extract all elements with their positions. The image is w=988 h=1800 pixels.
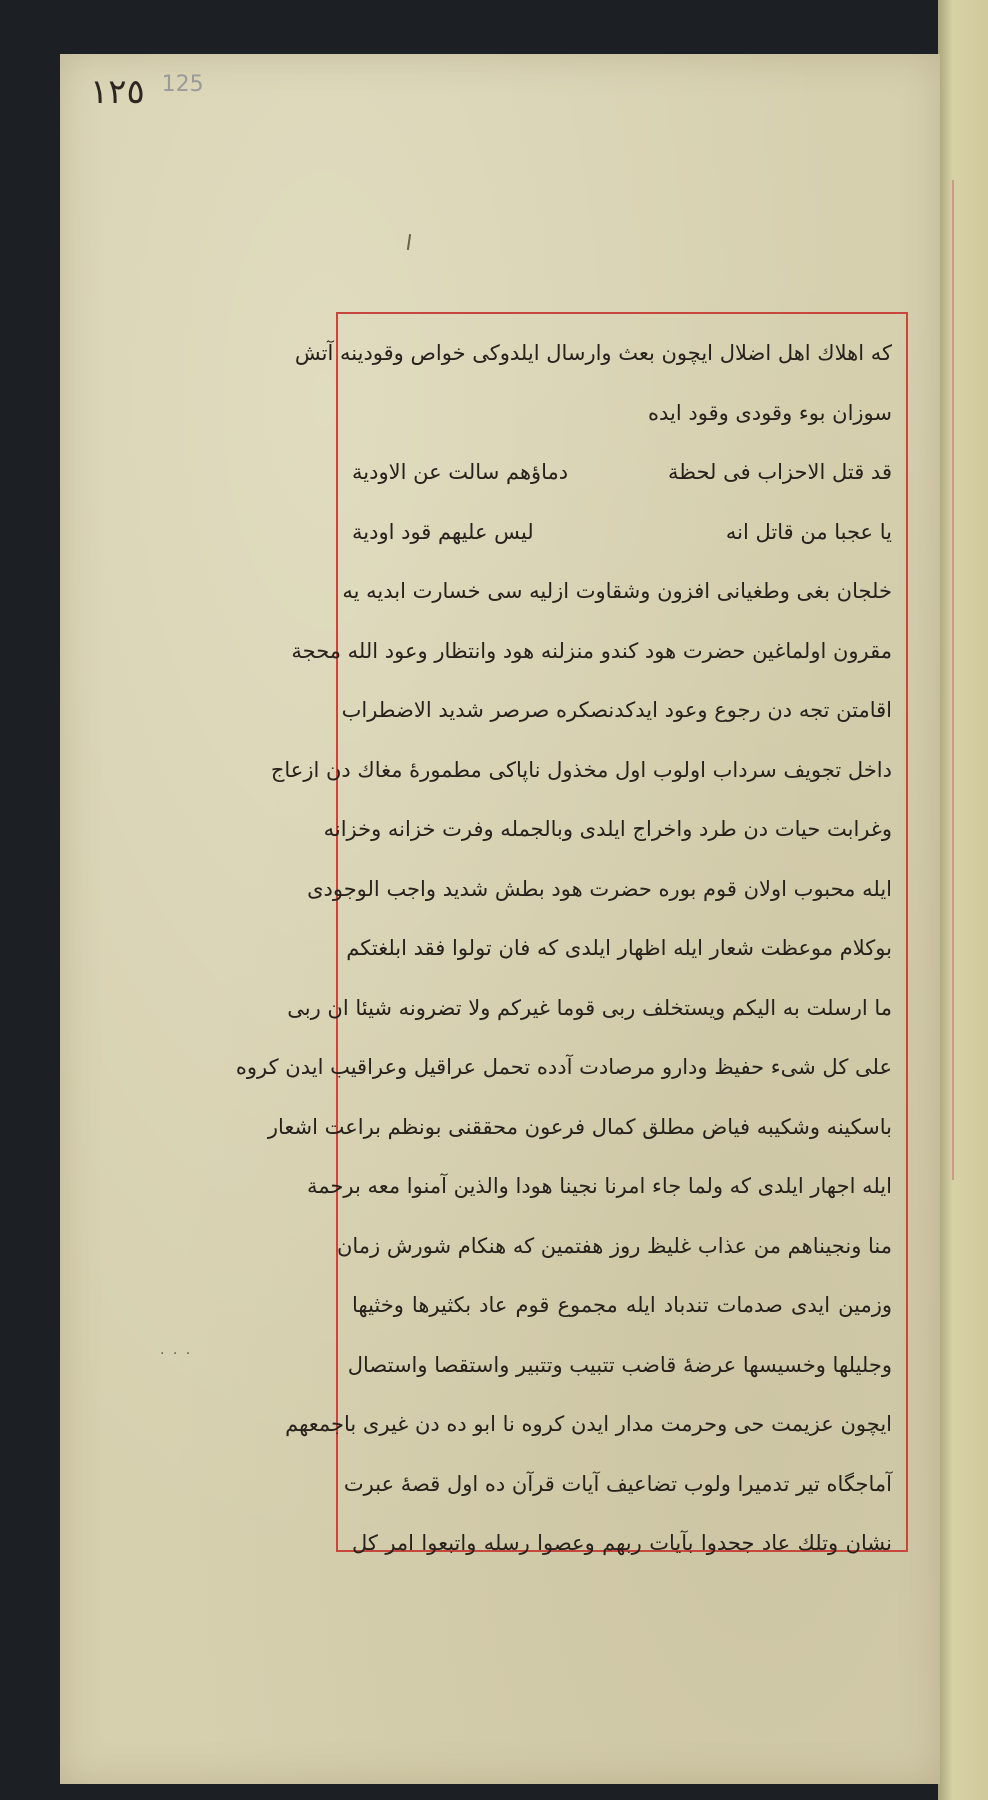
manuscript-page <box>60 54 940 1784</box>
text-line: داخل تجويف سرداب اولوب اول مخذول ناپاکی مطمورهٔ مغاك دن ازعاج <box>270 757 892 782</box>
text-line: منا ونجيناهم من عذاب غليظ روز هفتمين که هنکام شورش زمان <box>336 1233 892 1258</box>
ink-mark <box>407 234 411 250</box>
folio-number-ink: ١٢٥ <box>90 72 145 112</box>
text-line: اقامتن تجه دن رجوع وعود ايدکدنصکره صرصر شديد الاضطراب <box>341 698 892 722</box>
text-block-frame <box>235 312 908 1555</box>
text-line: باسكينه وشكيبه فياض مطلق كمال فرعون محققنی بونظم براعت اشعار <box>267 1114 892 1139</box>
folio-number-pencil: 125 <box>161 72 204 97</box>
facing-page-edge <box>938 0 988 1800</box>
folio-number <box>90 72 204 112</box>
text-line: وجليلها وخسيسها عرضهٔ قاضب تتبيب وتتبير واستقصا واستصال <box>347 1352 892 1377</box>
text-line: علی كل شیء حفيظ ودارو مرصادت آدده تحمل عراقيل وعراقيب ايدن كروه <box>235 1055 892 1079</box>
text-line: که اهلاك اهل اضلال ايچون بعث وارسال ايلدوكی خواص وقودينه آتش <box>294 341 892 365</box>
text-line: مقرون اولماغين حضرت هود كندو منزلنه هود وانتظار وعود الله محجة <box>291 638 892 663</box>
text-line: خلجان بغی وطغيانی افزون وشقاوت ازليه سی خسارت ابديه يه <box>342 579 892 603</box>
text-line: نشان وتلك عاد جحدوا بآيات ربهم وعصوا رسله واتبعوا امر كل <box>352 1531 892 1555</box>
verse-line <box>352 443 892 503</box>
margin-dots: · · · <box>160 1346 193 1362</box>
text-line: وزمين ايدی صدمات تندباد ايله مجموع قوم عاد بكثيرها وخثيها <box>352 1293 892 1317</box>
text-line: وغرابت حيات دن طرد واخراج ايلدی وبالجمله وفرت خزانه وخزانه <box>323 817 892 841</box>
text-line: بوكلام موعظت شعار ايله اظهار ايلدی که فان تولوا فقد ابلغتكم <box>346 936 892 960</box>
text-line: ايچون عزيمت حی وحرمت مدار ايدن كروه نا ابو ده دن غيری باجمعهم <box>285 1412 892 1436</box>
verse-hemistich-right: يا عجبا من قاتل انه <box>725 519 892 544</box>
text-line: ايله اجهار ايلدی که ولما جاء امرنا نجينا هودا والذين آمنوا معه برحمة <box>307 1174 892 1198</box>
facing-page-margin-rule <box>952 180 954 1180</box>
verse-hemistich-left: ليس عليهم قود اودية <box>352 519 534 544</box>
verse-line <box>352 503 892 563</box>
text-line: سوزان بوء وقودی وقود ايده <box>647 400 892 425</box>
verse-hemistich-right: قد قتل الاحزاب فی لحظة <box>667 460 892 484</box>
text-line: ما ارسلت به اليكم ويستخلف ربی قوما غيركم ولا تضرونه شيئا ان ربی <box>287 995 892 1020</box>
text-line: ايله محبوب اولان قوم بوره حضرت هود بطش شديد واجب الوجودی <box>307 876 892 901</box>
text-block <box>235 324 892 1555</box>
verse-hemistich-left: دماؤهم سالت عن الاودية <box>352 460 569 484</box>
text-line: آماجگاه تير تدميرا ولوب تضاعيف آيات قرآن ده اول قصهٔ عبرت <box>343 1471 892 1496</box>
